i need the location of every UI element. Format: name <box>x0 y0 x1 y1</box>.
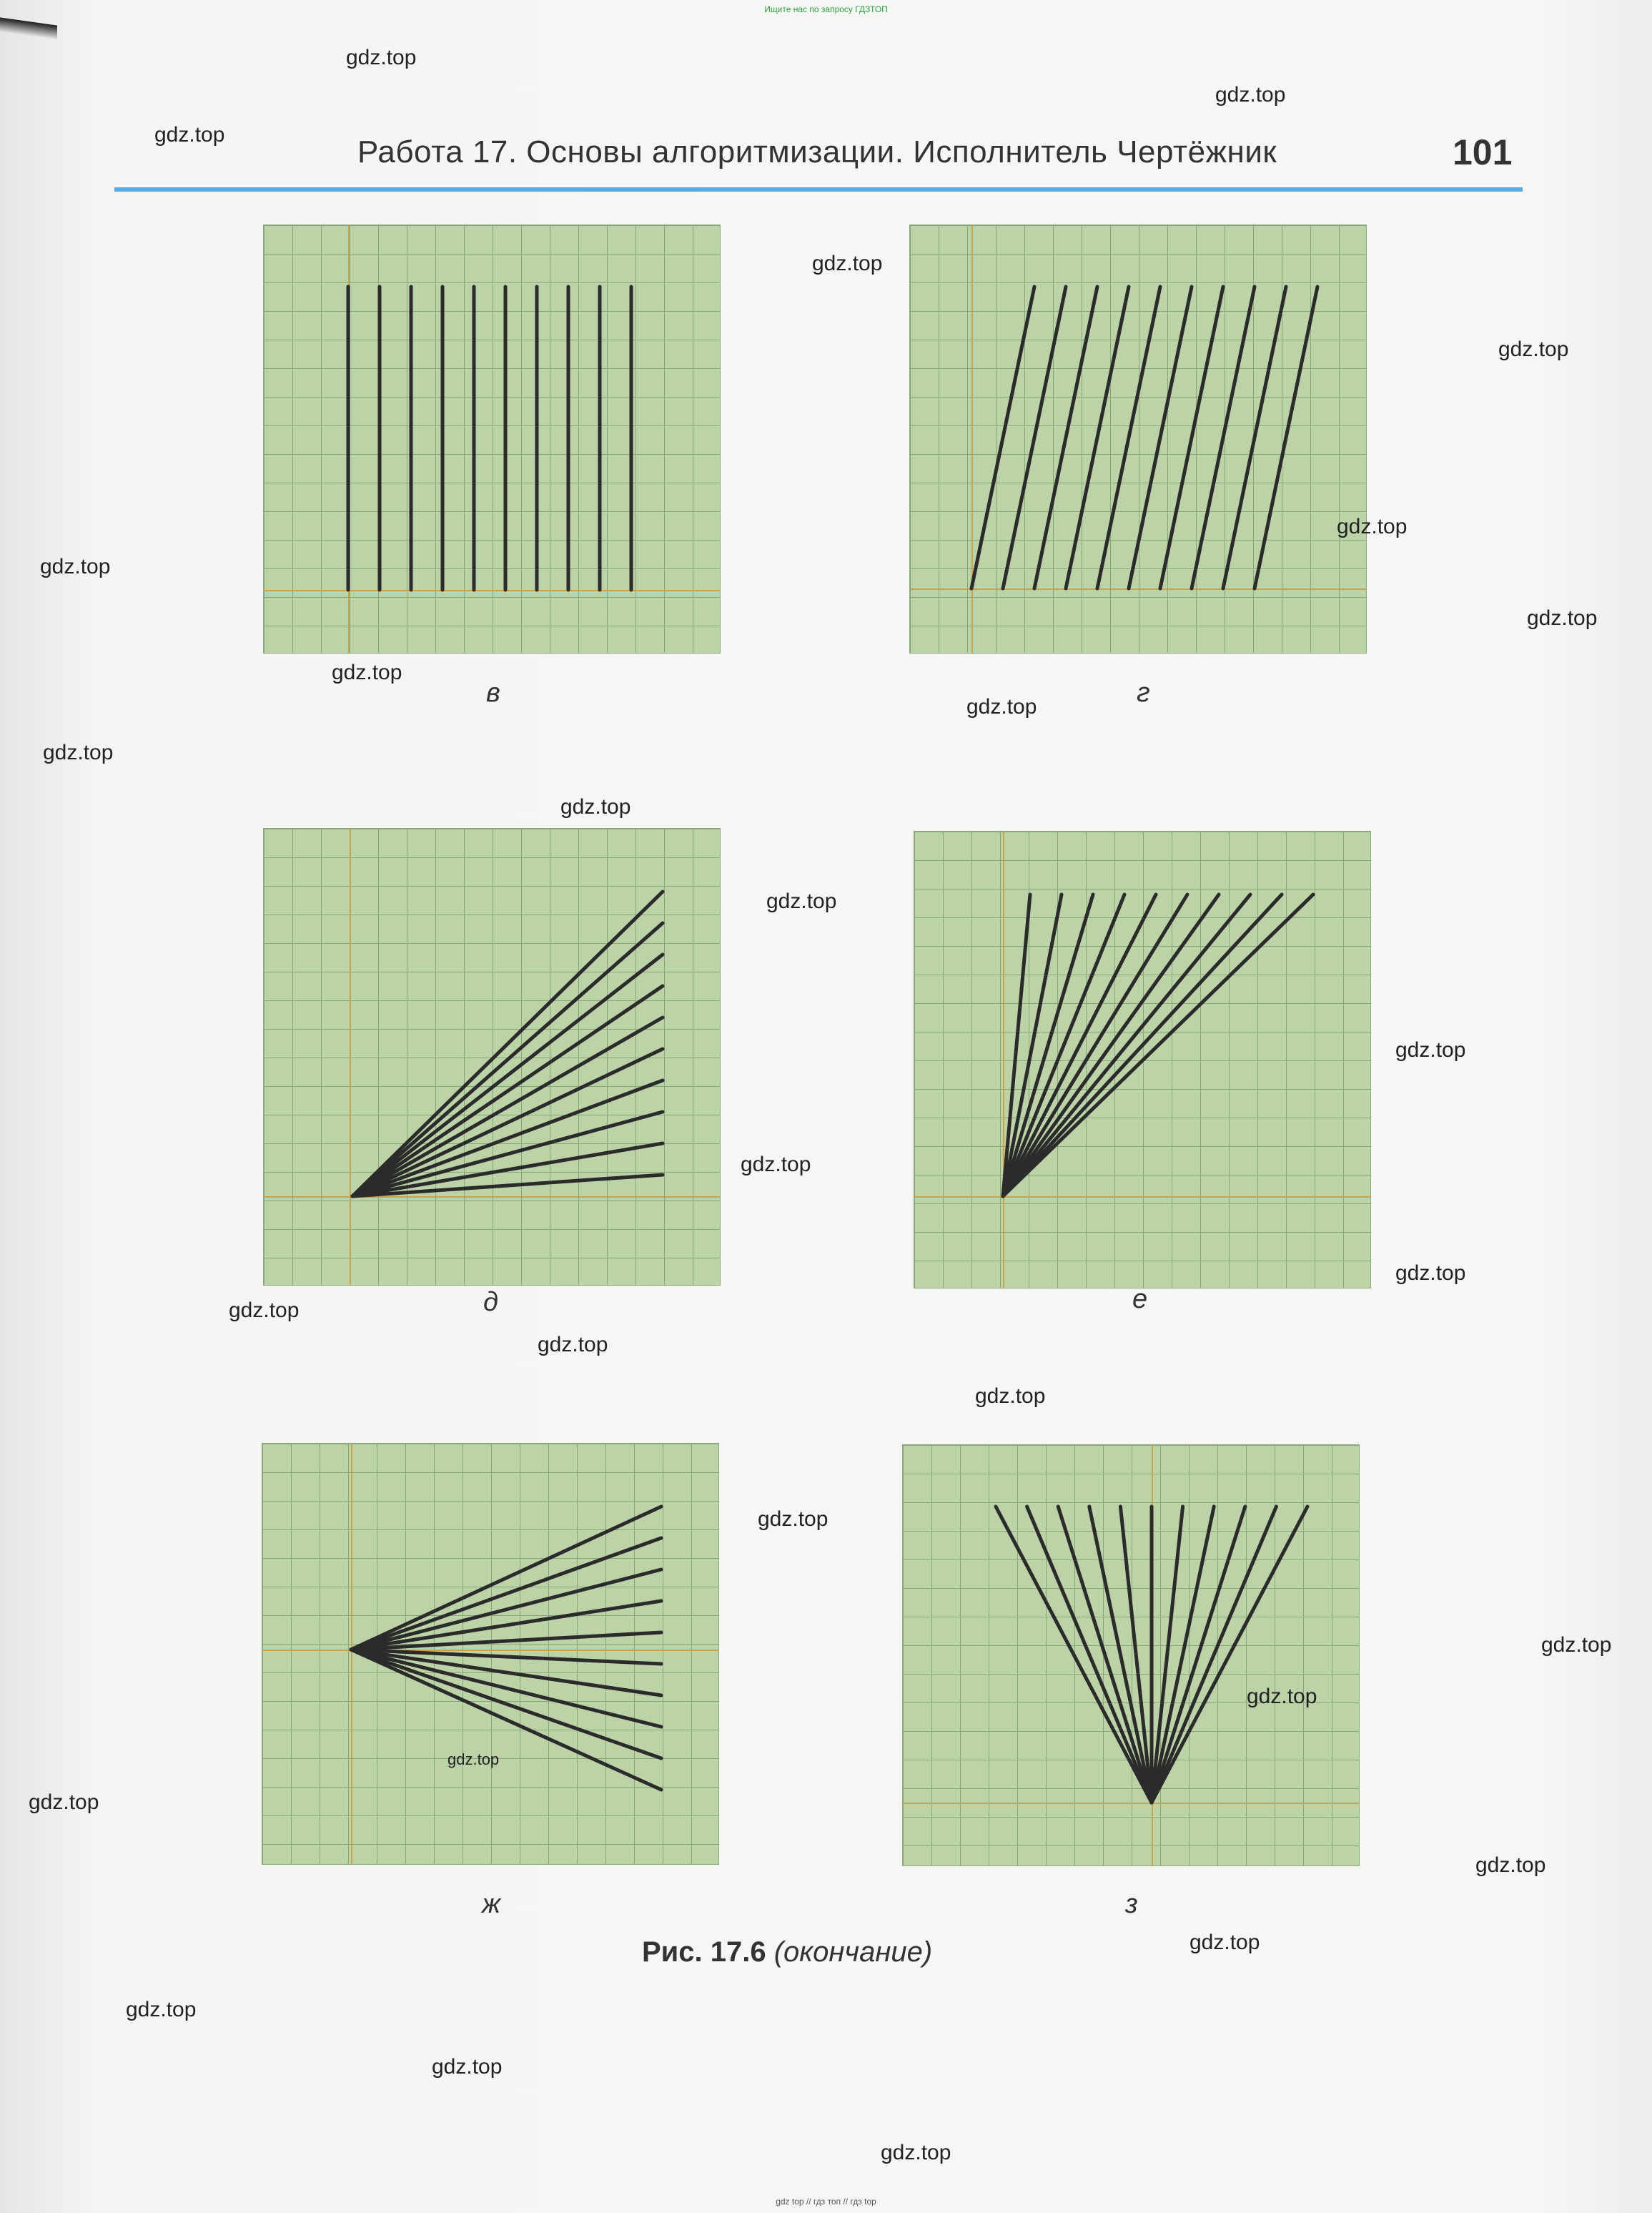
top-banner: Ищите нас по запросу ГДЗТОП <box>764 4 888 14</box>
drawn-line <box>352 955 663 1196</box>
figure-caption <box>642 1936 932 1968</box>
watermark: gdz.top <box>1247 1685 1317 1708</box>
watermark: gdz.top <box>560 795 631 819</box>
watermark: gdz.top <box>741 1153 811 1176</box>
watermark: gdz.top <box>43 741 114 764</box>
watermark: gdz.top <box>29 1790 99 1814</box>
caption-note: (окончание) <box>773 1936 933 1968</box>
drawn-line <box>1160 287 1223 588</box>
figure-d-label: д <box>483 1287 499 1317</box>
figure-z-label: з <box>1125 1889 1138 1919</box>
drawn-line <box>971 287 1034 588</box>
watermark: gdz.top <box>1498 337 1569 361</box>
watermark: gdz.top <box>40 555 111 578</box>
drawn-line <box>1097 287 1160 588</box>
watermark: gdz.top <box>447 1750 500 1768</box>
watermark: gdz.top <box>229 1298 300 1322</box>
figure-zh-grid <box>262 1443 719 1865</box>
page-header-title: Работа 17. Основы алгоритмизации. Исполнитель Чертёжник <box>357 134 1277 169</box>
watermark: gdz.top <box>1215 83 1286 107</box>
figure-v-drawing <box>264 225 721 654</box>
figure-d-grid <box>263 828 721 1286</box>
figure-g-drawing <box>910 225 1367 654</box>
drawn-line <box>1034 287 1097 588</box>
drawn-line <box>1003 894 1219 1196</box>
figure-zh-label: ж <box>482 1889 501 1919</box>
drawn-line <box>351 1538 661 1650</box>
caption-label: Рис. 17.6 <box>642 1936 766 1968</box>
drawn-line <box>1003 894 1124 1196</box>
watermark: gdz.top <box>1337 515 1408 538</box>
watermark: gdz.top <box>1189 1931 1260 1954</box>
figure-g-label: г <box>1137 678 1150 708</box>
watermark: gdz.top <box>1395 1261 1466 1285</box>
watermark: gdz.top <box>966 695 1037 719</box>
watermark: gdz.top <box>126 1998 197 2021</box>
figure-g-grid <box>909 225 1367 654</box>
drawn-line <box>1003 894 1250 1196</box>
figure-zh-drawing <box>262 1444 720 1865</box>
drawn-line <box>1152 1507 1214 1803</box>
watermark: gdz.top <box>1395 1038 1466 1062</box>
drawn-line <box>351 1650 661 1758</box>
watermark: gdz.top <box>812 252 883 275</box>
drawn-line <box>352 1049 663 1196</box>
watermark: gdz.top <box>881 2141 951 2164</box>
figure-e-drawing <box>914 832 1372 1289</box>
drawn-line <box>1129 287 1192 588</box>
figure-e-label: е <box>1132 1284 1148 1314</box>
drawn-line <box>1192 287 1255 588</box>
figure-d-drawing <box>264 829 721 1286</box>
watermark: gdz.top <box>432 2055 503 2079</box>
drawn-line <box>1089 1507 1152 1803</box>
watermark: gdz.top <box>346 46 417 69</box>
figure-z-drawing <box>903 1445 1360 1867</box>
drawn-line <box>1027 1507 1152 1803</box>
figure-v-grid <box>263 225 721 654</box>
figure-v-label: в <box>486 678 500 708</box>
bottom-banner: gdz top // гдз топ // гдз top <box>776 2197 876 2207</box>
drawn-line <box>1003 894 1282 1196</box>
watermark: gdz.top <box>975 1384 1046 1408</box>
watermark: gdz.top <box>154 123 225 147</box>
watermark: gdz.top <box>766 889 837 913</box>
watermark: gdz.top <box>1541 1633 1612 1657</box>
drawn-line <box>1152 1507 1276 1803</box>
figure-z-grid <box>902 1444 1360 1866</box>
drawn-line <box>1066 287 1129 588</box>
watermark: gdz.top <box>1527 606 1598 630</box>
page-number: 101 <box>1453 132 1513 172</box>
watermark: gdz.top <box>1475 1853 1546 1877</box>
header-rule <box>114 187 1523 192</box>
watermark: gdz.top <box>332 661 402 684</box>
drawn-line <box>1223 287 1286 588</box>
drawn-line <box>1003 287 1066 588</box>
drawn-line <box>1255 287 1317 588</box>
drawn-line <box>351 1650 661 1790</box>
drawn-line <box>352 986 663 1196</box>
drawn-line <box>351 1507 661 1650</box>
figure-e-grid <box>914 831 1371 1288</box>
watermark: gdz.top <box>538 1333 608 1356</box>
watermark: gdz.top <box>758 1507 829 1531</box>
